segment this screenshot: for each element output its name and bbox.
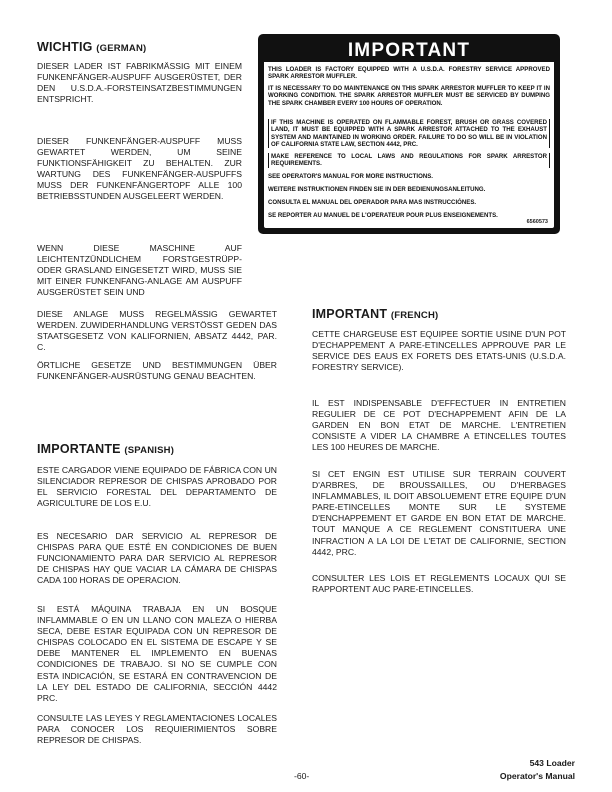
spanish-heading-title: IMPORTANTE [37, 442, 121, 456]
spanish-paragraph-2: ES NECESARIO DAR SERVICIO AL REPRESOR DE CHISPAS PARA QUE ESTÉ EN CONDICIONES DE BUEN FUNCIONAMIENTO PARA DAR SERVICIO AL REPRESOR DE CHISPAS HAY QUE VACIAR LA CÁMARA DE CHISPAS CADA 100 HORAS DE OPERACION. [37, 531, 277, 586]
decal-title: IMPORTANT [264, 40, 554, 62]
french-paragraph-4: CONSULTER LES LOIS ET REGLEMENTS LOCAUX QUI SE RAPPORTENT AUC PARE-ETINCELLES. [312, 573, 566, 595]
important-decal-panel [264, 40, 554, 228]
french-heading [312, 307, 438, 321]
german-paragraph-2: DIESER FUNKENFÄNGER-AUSPUFF MUSS GEWARTET WERDEN, UM SEINE FUNKTIONSFÄHIGKEIT ZU BEHALTEN. ZUR WARTUNG DES FUNKENFÄNGER-AUSPUFFS MUSS DER FUNKENFÄNGERTOPF ALLE 100 BETRIEBSSTUNDEN AUSGELEERT WERDEN. [37, 136, 242, 202]
german-heading [37, 40, 146, 54]
decal-line-german: WEITERE INSTRUKTIONEN FINDEN SIE IN DER BEDIENUNGSANLEITUNG. [268, 186, 486, 193]
decal-line-factory: THIS LOADER IS FACTORY EQUIPPED WITH A U.S.D.A. FORESTRY SERVICE APPROVED SPARK ARRESTOR MUFFLER. [268, 66, 550, 81]
footer-model: 543 Loader [529, 758, 575, 768]
decal-line-maintenance: IT IS NECESSARY TO DO MAINTENANCE ON THIS SPARK ARRESTOR MUFFLER TO KEEP IT IN WORKING CONDITION. THE SPARK ARRESTOR MUFFLER MUST BE SERVICED BY DUMPING THE SPARK CHAMBER EVERY 100 HOURS OF OPERATION. [268, 85, 550, 107]
decal-line-california: IF THIS MACHINE IS OPERATED ON FLAMMABLE FOREST, BRUSH OR GRASS COVERED LAND, IT MUST BE EQUIPPED WITH A SPARK ARRESTOR ATTACHED TO THE EXHAUST SYSTEM AND MAINTAINED IN WORKING ORDER. FAILURE TO DO SO WILL BE IN VIOLATION OF CALIFORNIA STATE LAW, SECTION 4442, PRC. [268, 119, 550, 148]
french-paragraph-1: CETTE CHARGEUSE EST EQUIPEE SORTIE USINE D'UN POT D'ECHAPPEMENT A PARE-ETINCELLES APPROUVE PAR LE SERVICE DES EAUS EX FORETS DES ETATS-UNIS (U.S.D.A. FORESTRY SERVICE). [312, 329, 566, 373]
german-paragraph-1: DIESER LADER IST FABRIKMÄSSIG MIT EINEM FUNKENFÄNGER-AUSPUFF AUSGERÜSTET, DER DEN U.S.D.A.-FORSTEINSATZBESTIMMUNGEN ENTSPRICHT. [37, 61, 242, 105]
decal-line-french: SE REPORTER AU MANUEL DE L'OPERATEUR POUR PLUS ENSEIGNEMENTS. [268, 212, 498, 219]
spanish-paragraph-1: ESTE CARGADOR VIENE EQUIPADO DE FÁBRICA CON UN SILENCIADOR REPRESOR DE CHISPAS APROBADO POR EL SERVICIO FORESTAL DEL DEPARTAMENTO DE AGRICULTURE DE LOS E.U. [37, 465, 277, 509]
german-heading-title: WICHTIG [37, 40, 93, 54]
spanish-paragraph-3: SI ESTÁ MÁQUINA TRABAJA EN UN BOSQUE INFLAMMABLE O EN UN LLANO CON MALEZA O HIERBA SECA, DEBE ESTAR EQUIPADA CON UN REPRESOR DE CHISPAS COLOCADO EN EL SISTEMA DE ESCAPE Y SE DEBE MANTENER EL IMPLEMENTO EN BUENAS CONDICIONES DE TRABAJO. SI NO SE CUMPLE CON ESTA INDICACIÓN, SE ESTARÁ EN CONTRAVENCION DE LA LEY DEL ESTADO DE CALIFORNIA, SECCIÓN 4442 PRC. [37, 604, 277, 703]
german-paragraph-4: ÖRTLICHE GESETZE UND BESTIMMUNGEN ÜBER FUNKENFÄNGER-AUSRÜSTUNG GENAU BEACHTEN. [37, 360, 277, 382]
spanish-heading-lang: (SPANISH) [124, 445, 175, 456]
page-number: -60- [294, 771, 310, 781]
decal-part-number: 6560573 [526, 219, 548, 225]
french-paragraph-3: SI CET ENGIN EST UTILISE SUR TERRAIN COUVERT D'ARBRES, DE BROUSSAILLES, OU D'HERBAGES INFLAMMABLES, IL DOIT ABSOLUEMENT ETRE EQUIPE D'UN PARE-ETINCELLES MONTE SUR LE SYSTEME D'ENCHAPPEMENT ET GARDE EN BON ETAT DE MARCHE. TOUT MANQUE A CE REGLEMENT CONSTITUERA UNE INFRACTION A LA LOI DE L'ETAT DE CALIFORNIE, SECTION 4442, PRC. [312, 469, 566, 557]
german-paragraph-3a: WENN DIESE MASCHINE AUF LEICHTENTZÜNDLICHEM FORSTGESTRÜPP-ODER GRASLAND EINGESETZT WIRD, MUSS SIE MIT EINER FUNKENFANG-ANLAGE AM AUSPUFF AUSGERÜSTET SEIN UND [37, 243, 242, 298]
decal-line-local-laws: MAKE REFERENCE TO LOCAL LAWS AND REGULATIONS FOR SPARK ARRESTOR REQUIREMENTS. [268, 153, 550, 168]
french-paragraph-2: IL EST INDISPENSABLE D'EFFECTUER IN ENTRETIEN REGULIER DE CE POT D'ECHAPPEMENT AFIN DE LA GARDEN EN BON ETAT DE MARCHE. L'ENTRETIEN CONSISTE A VIDER LA CHAMBRE A ETINCELLES TOUTES LES 100 HEURES DE MARCHE. [312, 398, 566, 453]
spanish-paragraph-4: CONSULTE LAS LEYES Y REGLAMENTACIONES LOCALES PARA CONOCER LOS REQUIERIMIENTOS SOBRE REPRESOR DE CHISPAS. [37, 713, 277, 746]
important-decal [258, 34, 560, 234]
decal-line-english: SEE OPERATOR'S MANUAL FOR MORE INSTRUCTIONS. [268, 173, 433, 180]
german-paragraph-3b: DIESE ANLAGE MUSS REGELMÄSSIG GEWARTET WERDEN. ZUWIDERHANDLUNG VERSTÖSST GEDEN DAS STAATSGESETZ VON KALIFORNIEN, ABSATZ 4442, PAR. C. [37, 309, 277, 353]
footer-manual: Operator's Manual [499, 771, 575, 781]
spanish-heading [37, 442, 174, 456]
german-heading-lang: (GERMAN) [96, 43, 147, 54]
french-heading-lang: (FRENCH) [390, 310, 439, 321]
decal-line-spanish: CONSULTA EL MANUAL DEL OPERADOR PARA MAS INSTRUCCIÓNES. [268, 199, 477, 206]
french-heading-title: IMPORTANT [312, 307, 388, 321]
